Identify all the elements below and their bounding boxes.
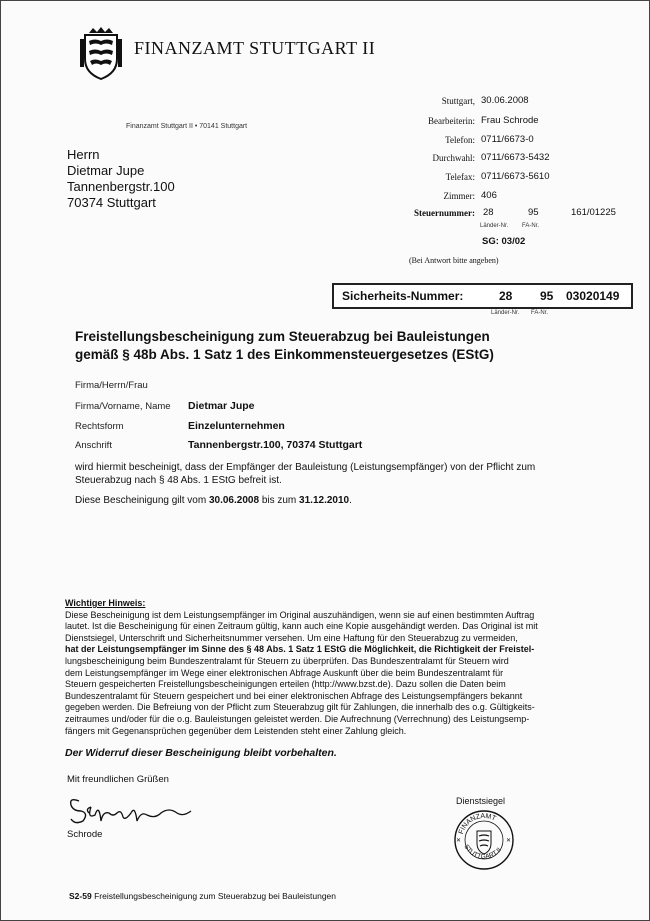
important-notice	[65, 598, 625, 737]
handwritten-signature	[65, 791, 195, 827]
name-value: Dietmar Jupe	[188, 400, 255, 412]
notice-line: dem Leistungsempfänger im Wege einer elektronischen Abfrage Auskunft über die beim Bundeszentralamt für	[65, 667, 504, 678]
tax-number-rest: 161/01225	[571, 207, 616, 218]
clerk-label: Bearbeiterin:	[428, 116, 475, 126]
notice-line: gegeben werden. Die Befreiung von der Pflicht zum Steuerabzug gilt für Zahlungen, die innerhalb des o.g. Gültigkeits-	[65, 702, 535, 713]
direct-dial-number: 0711/6673-5432	[481, 152, 550, 163]
recipient-address	[67, 147, 175, 211]
place-label: Stuttgart,	[441, 96, 475, 106]
security-number-box	[332, 283, 633, 309]
phone-number: 0711/6673-0	[481, 134, 534, 145]
svg-text:✕: ✕	[456, 838, 462, 844]
phone-label: Telefon:	[445, 135, 475, 145]
tax-number-caption-land: Länder-Nr.	[480, 223, 509, 229]
security-number-value: 03020149	[566, 289, 620, 303]
revocation-note: Der Widerruf dieser Bescheinigung bleibt vorbehalten.	[65, 747, 337, 759]
room-label: Zimmer:	[443, 191, 475, 201]
tax-number-label: Steuernummer:	[414, 208, 475, 218]
recipient-city: 70374 Stuttgart	[67, 195, 156, 210]
address-label: Anschrift	[75, 440, 112, 451]
letter-date: 30.06.2008	[481, 95, 529, 106]
title-line-2: gemäß § 48b Abs. 1 Satz 1 des Einkommensteuergesetzes (EStG)	[75, 347, 494, 362]
notice-line: lungsbescheinigung beim Bundeszentralamt für Steuern zu überprüfen. Das Bundeszentralamt für Steuern wird	[65, 655, 509, 666]
validity-prefix: Diese Bescheinigung gilt vom	[75, 495, 207, 506]
address-value: Tannenbergstr.100, 70374 Stuttgart	[188, 439, 363, 451]
body-line-1: wird hiermit bescheinigt, dass der Empfänger der Bauleistung (Leistungsempfänger) von der Pflicht zum	[75, 462, 536, 473]
room-number: 406	[481, 190, 497, 201]
tax-number-fa: 95	[528, 207, 539, 218]
notice-line: fängers mit Gegenansprüchen gegenüber dem Leistenden steht einer Zahlung gleich.	[65, 725, 407, 736]
notice-line: Steuern gespeicherten Freistellungsbescheinigungen erteilen (http://www.bzst.de). Dazu sollen die Daten beim	[65, 679, 506, 690]
notice-line: Dienstsiegel, Unterschrift und Sicherheitsnummer versehen. Um eine Haftung für den Steuerabzug zu vermeiden,	[65, 632, 518, 643]
notice-heading: Wichtiger Hinweis:	[65, 598, 146, 608]
fax-label: Telefax:	[445, 172, 475, 182]
validity-end: .	[349, 495, 352, 506]
validity-mid: bis zum	[261, 495, 297, 506]
document-title	[75, 328, 595, 364]
recipient-street: Tannenbergstr.100	[67, 179, 175, 194]
notice-line: lautet. Ist die Bescheinigung für einen Zeitraum gültig, kann auch eine Kopie ausgehändigt werden. Das Original ist mit	[65, 621, 538, 632]
security-number-label: Sicherheits-Nummer:	[342, 289, 464, 303]
form-footer	[69, 891, 336, 901]
signer-name: Schrode	[67, 829, 103, 840]
notice-line: hat der Leistungsempfänger im Sinne des § 48 Abs. 1 Satz 1 EStG die Möglichkeit, die Richtigkeit der Freistel-	[65, 644, 535, 655]
recipient-salutation: Herrn	[67, 147, 100, 162]
validity-to: 31.12.2010	[299, 495, 350, 506]
recipient-name: Dietmar Jupe	[67, 163, 145, 178]
validity-line	[75, 494, 352, 507]
notice-line: zeitraumes und/oder für die o.g. Bauleistungen geleistet werden. Die Aufrechnung (Verrechnung) des Leistungsemp-	[65, 713, 530, 724]
title-line-1: Freistellungsbescheinigung zum Steuerabzug bei Bauleistungen	[75, 329, 490, 344]
sender-line: Finanzamt Stuttgart II • 70141 Stuttgart	[126, 123, 248, 130]
validity-from: 30.06.2008	[208, 495, 260, 506]
firma-label: Firma/Herrn/Frau	[75, 380, 148, 391]
security-caption-fa: FA-Nr.	[531, 310, 549, 316]
fax-number: 0711/6673-5610	[481, 171, 550, 182]
direct-dial-label: Durchwahl:	[432, 153, 475, 163]
svg-text:FINANZAMT: FINANZAMT	[457, 812, 497, 836]
tax-number-caption-fa: FA-Nr.	[522, 223, 540, 229]
name-label: Firma/Vorname, Name	[75, 401, 171, 412]
form-title: Freistellungsbescheinigung zum Steuerabzug bei Bauleistungen	[94, 891, 336, 901]
svg-text:✕: ✕	[506, 838, 512, 844]
svg-text:STUTTGART II: STUTTGART II	[462, 843, 503, 861]
legal-form-value: Einzelunternehmen	[188, 420, 285, 432]
notice-line: Diese Bescheinigung ist dem Leistungsempfänger im Original auszuhändigen, wenn sie auf einen bestimmten Auftrag	[65, 609, 535, 620]
tax-office-name: FINANZAMT STUTTGART II	[134, 38, 376, 58]
body-line-2: Steuerabzug nach § 48 Abs. 1 EStG befreit ist.	[75, 475, 282, 486]
clerk-name: Frau Schrode	[481, 115, 539, 126]
seal-label: Dienstsiegel	[456, 796, 506, 806]
greeting: Mit freundlichen Grüßen	[67, 774, 169, 785]
official-seal-stamp	[453, 809, 515, 871]
notice-line: Bundeszentralamt für Steuern gespeichert und bei einer elektronischen Abfrage des Leistungsempfängers bekannt	[65, 690, 523, 701]
security-caption-land: Länder-Nr.	[491, 310, 520, 316]
security-number-fa: 95	[540, 289, 554, 303]
tax-number-land: 28	[483, 207, 494, 218]
reply-note: (Bei Antwort bitte angeben)	[409, 256, 499, 265]
security-number-land: 28	[499, 289, 513, 303]
sg-reference: SG: 03/02	[482, 236, 526, 247]
legal-form-label: Rechtsform	[75, 421, 124, 432]
coat-of-arms-logo	[79, 27, 123, 81]
form-code: S2-59	[69, 891, 92, 901]
